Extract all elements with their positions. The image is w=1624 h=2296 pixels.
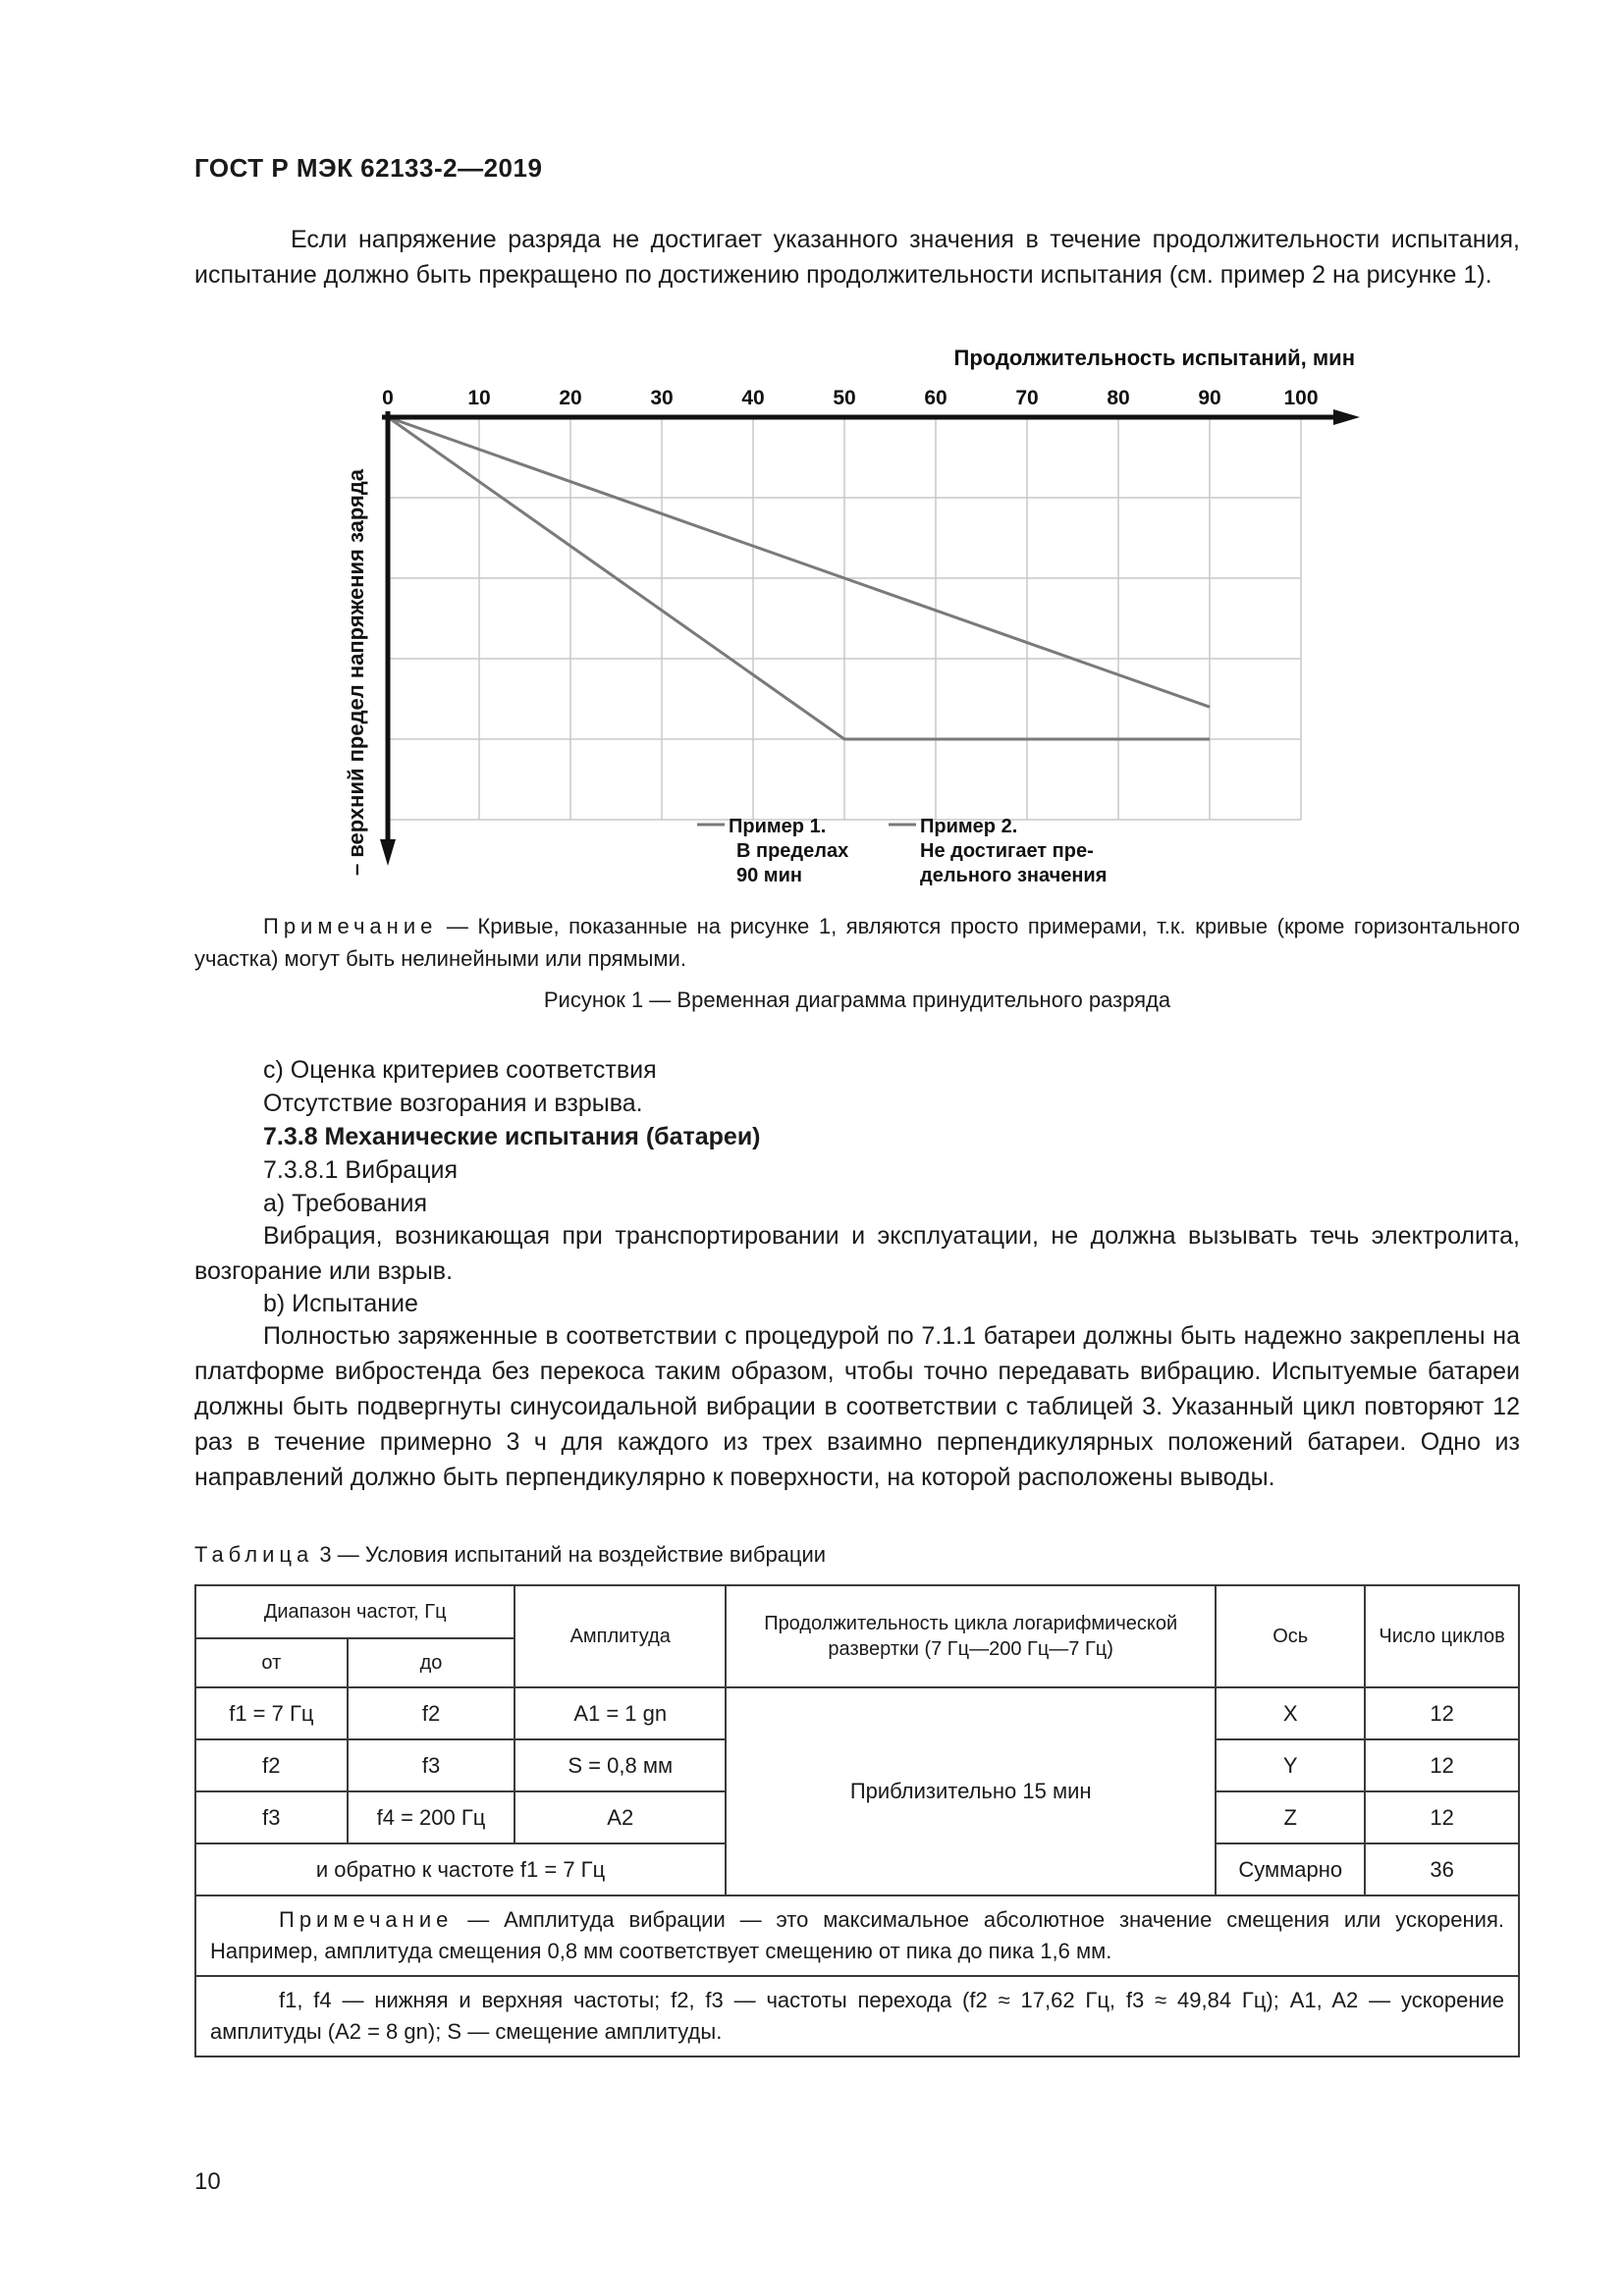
- cell-duration: Приблизительно 15 мин: [726, 1687, 1216, 1896]
- page-number: 10: [194, 2168, 221, 2195]
- table-caption-text: 3 — Условия испытаний на воздействие вибрации: [313, 1542, 827, 1567]
- cell-cycles: 12: [1365, 1739, 1519, 1791]
- x-tick-label: 0: [382, 387, 394, 409]
- item-a-text: Вибрация, возникающая при транспортировании и эксплуатации, не должна вызывать течь электролита, возгорание или взрыв.: [194, 1222, 1520, 1285]
- figure-note-text: — Кривые, показанные на рисунке 1, являются просто примерами, т.к. кривые (кроме горизонтального участка) могут быть нелинейными или прямыми.: [194, 914, 1520, 971]
- x-tick-labels: [382, 387, 1318, 409]
- y-axis-arrow: [380, 839, 396, 866]
- item-a: a) Требования: [263, 1190, 428, 1217]
- x-axis-title: Продолжительность испытаний, мин: [953, 346, 1355, 370]
- intro-paragraph: Если напряжение разряда не достигает указанного значения в течение продолжительности испытания, испытание должно быть прекращено по достижению продолжительности испытания (см. пример 2 на рисунке 1).: [194, 226, 1520, 289]
- header-freq-range: Диапазон частот, Гц: [195, 1585, 514, 1638]
- header-duration: Продолжительность цикла логарифмической развертки (7 Гц—200 Гц—7 Гц): [726, 1585, 1216, 1687]
- table-note-text: — Амплитуда вибрации — это максимальное абсолютное значение смещения или ускорения. Например, амплитуда смещения 0,8 мм соответствует смещению от пика до пика 1,6 мм.: [210, 1907, 1504, 1963]
- x-tick-label: 10: [467, 387, 491, 409]
- figure-caption: Рисунок 1 — Временная диаграмма принудительного разряда: [543, 988, 1171, 1012]
- x-tick-label: 80: [1107, 387, 1130, 409]
- document-header: ГОСТ Р МЭК 62133-2—2019: [194, 153, 543, 183]
- table-row: [195, 1687, 1519, 1739]
- cell-to: f3: [348, 1739, 515, 1791]
- y-axis-title: – верхний предел напряжения заряда: [344, 468, 368, 877]
- header-amplitude: Амплитуда: [514, 1585, 726, 1687]
- table-caption-label: Таблица: [194, 1542, 314, 1567]
- cell-amplitude: A1 = 1 gn: [514, 1687, 726, 1739]
- discharge-time-chart: [334, 334, 1375, 893]
- table-note-label: Примечание: [279, 1907, 454, 1932]
- legend-label-1: Пример 1.: [729, 816, 827, 837]
- figure-note: [194, 910, 1520, 975]
- x-tick-label: 30: [650, 387, 674, 409]
- item-c-text: Отсутствие возгорания и взрыва.: [263, 1090, 643, 1117]
- x-tick-label: 70: [1015, 387, 1039, 409]
- x-axis-arrow: [1333, 409, 1360, 425]
- subsection-heading: 7.3.8.1 Вибрация: [263, 1156, 458, 1184]
- legend-label-1: 90 мин: [736, 865, 802, 886]
- header-axis: Ось: [1216, 1585, 1365, 1687]
- cell-axis: Y: [1216, 1739, 1365, 1791]
- legend-label-2: Пример 2.: [920, 816, 1018, 837]
- table-note: [195, 1896, 1519, 1976]
- table-legend: [195, 1976, 1519, 2056]
- x-tick-label: 40: [741, 387, 765, 409]
- cell-to: f4 = 200 Гц: [348, 1791, 515, 1843]
- cell-amplitude: A2: [514, 1791, 726, 1843]
- item-b: b) Испытание: [263, 1290, 418, 1317]
- cell-to: f2: [348, 1687, 515, 1739]
- series-line-2: [388, 417, 1210, 707]
- cell-axis: Z: [1216, 1791, 1365, 1843]
- cell-from: f3: [195, 1791, 348, 1843]
- cell-cycles: 12: [1365, 1687, 1519, 1739]
- table-legend-text: f1, f4 — нижняя и верхняя частоты; f2, f3 — частоты перехода (f2 ≈ 17,62 Гц, f3 ≈ 49,84 Гц); A1, A2 — ускорение амплитуды (A2 = 8 gn); S — смещение амплитуды.: [210, 1988, 1504, 2044]
- cell-from: f1 = 7 Гц: [195, 1687, 348, 1739]
- header-to: до: [348, 1638, 515, 1687]
- legend-label-2: Не достигает пре-: [920, 840, 1094, 862]
- chart-axes: [380, 409, 1360, 866]
- chart-grid: [388, 417, 1301, 820]
- x-tick-label: 90: [1198, 387, 1221, 409]
- header-cycles: Число циклов: [1365, 1585, 1519, 1687]
- cell-return: и обратно к частоте f1 = 7 Гц: [195, 1843, 726, 1896]
- table-caption: [194, 1542, 826, 1568]
- header-from: от: [195, 1638, 348, 1687]
- figure-note-label: Примечание: [263, 914, 438, 938]
- chart-legend: [697, 816, 1107, 886]
- x-tick-label: 20: [559, 387, 582, 409]
- cell-from: f2: [195, 1739, 348, 1791]
- table-note-row: [195, 1896, 1519, 1976]
- legend-label-2: дельного значения: [920, 865, 1108, 886]
- x-tick-label: 50: [833, 387, 856, 409]
- cell-total-cycles: 36: [1365, 1843, 1519, 1896]
- legend-label-1: В пределах: [736, 840, 849, 862]
- item-c: c) Оценка критериев соответствия: [263, 1056, 657, 1084]
- vibration-table: [194, 1584, 1520, 2057]
- cell-amplitude: S = 0,8 мм: [514, 1739, 726, 1791]
- table-legend-row: [195, 1976, 1519, 2056]
- x-tick-label: 100: [1283, 387, 1319, 409]
- section-heading: 7.3.8 Механические испытания (батареи): [263, 1123, 761, 1150]
- x-tick-label: 60: [924, 387, 947, 409]
- cell-axis: X: [1216, 1687, 1365, 1739]
- item-b-text: Полностью заряженные в соответствии с процедурой по 7.1.1 батареи должны быть надежно закреплены на платформе вибростенда без перекоса таким образом, чтобы точно передавать вибрацию. Испытуемые батареи должны быть подвергнуты синусоидальной вибрации в соответствии с таблицей 3. Указанный цикл повторяют 12 раз в течение примерно 3 ч для каждого из трех взаимно перпендикулярных положений батареи. Одно из направлений должно быть перпендикулярно к поверхности, на которой расположены выводы.: [194, 1322, 1520, 1491]
- cell-cycles: 12: [1365, 1791, 1519, 1843]
- cell-total-label: Суммарно: [1216, 1843, 1365, 1896]
